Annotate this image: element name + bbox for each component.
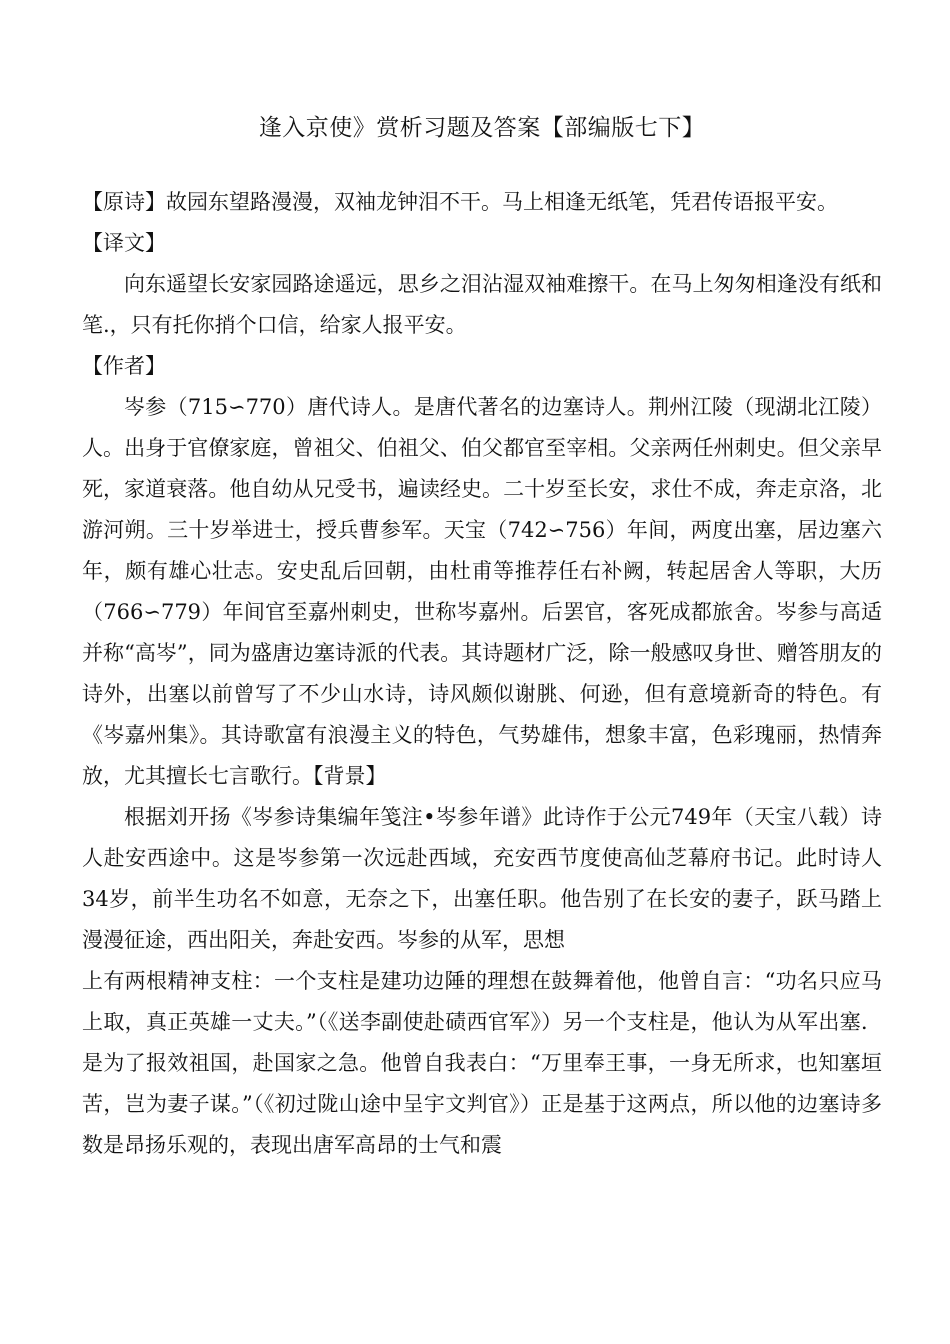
document-body [82, 182, 882, 1166]
translation-paragraph: 向东遥望长安家园路途遥远，思乡之泪沾湿双袖难擦干。在马上匆匆相逢没有纸和笔.，只有托你捎个口信，给家人报平安。 [82, 272, 882, 337]
translation-heading: 【译文】 [82, 231, 166, 255]
background-paragraph: 根据刘开扬《岑参诗集编年笺注•岑参年谱》此诗作于公元749年（天宝八载）诗人赴安西途中。这是岑参第一次远赴西域，充安西节度使高仙芝幕府书记。此时诗人34岁，前半生功名不如意，无奈之下，出塞任职。他告别了在长安的妻子，跃马踏上漫漫征途，西出阳关，奔赴安西。岑参的从军，思想 [82, 805, 882, 952]
author-heading: 【作者】 [82, 354, 166, 378]
document-title: 逢入京使》赏析习题及答案【部编版七下】 [258, 115, 706, 141]
author-paragraph: 岑参（715∽770）唐代诗人。是唐代著名的边塞诗人。荆州江陵（现湖北江陵）人。出身于官僚家庭，曾祖父、伯祖父、伯父都官至宰相。父亲两任州刺史。但父亲早死，家道衰落。他自幼从兄受书，遍读经史。二十岁至长安，求仕不成，奔走京洛，北游河朔。三十岁举进士，授兵曹参军。天宝（742∽756）年间，两度出塞，居边塞六年，颇有雄心壮志。安史乱后回朝，由杜甫等推荐任右补阙，转起居舍人等职，大历（766∽779）年间官至嘉州刺史，世称岑嘉州。后罢官，客死成都旅舍。岑参与高适并称“高岑”，同为盛唐边塞诗派的代表。其诗题材广泛，除一般感叹身世、赠答朋友的诗外，出塞以前曾写了不少山水诗，诗风颇似谢朓、何逊，但有意境新奇的特色。有《岑嘉州集》。其诗歌富有浪漫主义的特色，气势雄伟，想象丰富，色彩瑰丽，热情奔放，尤其擅长七言歌行。【背景】 [82, 395, 882, 788]
original-poem: 【原诗】故园东望路漫漫，双袖龙钟泪不干。马上相逢无纸笔，凭君传语报平安。 [82, 190, 838, 214]
background-paragraph-continued: 上有两根精神支柱：一个支柱是建功边陲的理想在鼓舞着他，他曾自言：“功名只应马上取，真正英雄一丈夫。”（《送李副使赴碛西官军》）另一个支柱是，他认为从军出塞．是为了报效祖国，赴国家之急。他曾自我表白：“万里奉王事，一身无所求，也知塞垣苦，岂为妻子谋。”（《初过陇山途中呈宇文判官》）正是基于这两点，所以他的边塞诗多数是昂扬乐观的，表现出唐军高昂的士气和震 [82, 969, 882, 1157]
